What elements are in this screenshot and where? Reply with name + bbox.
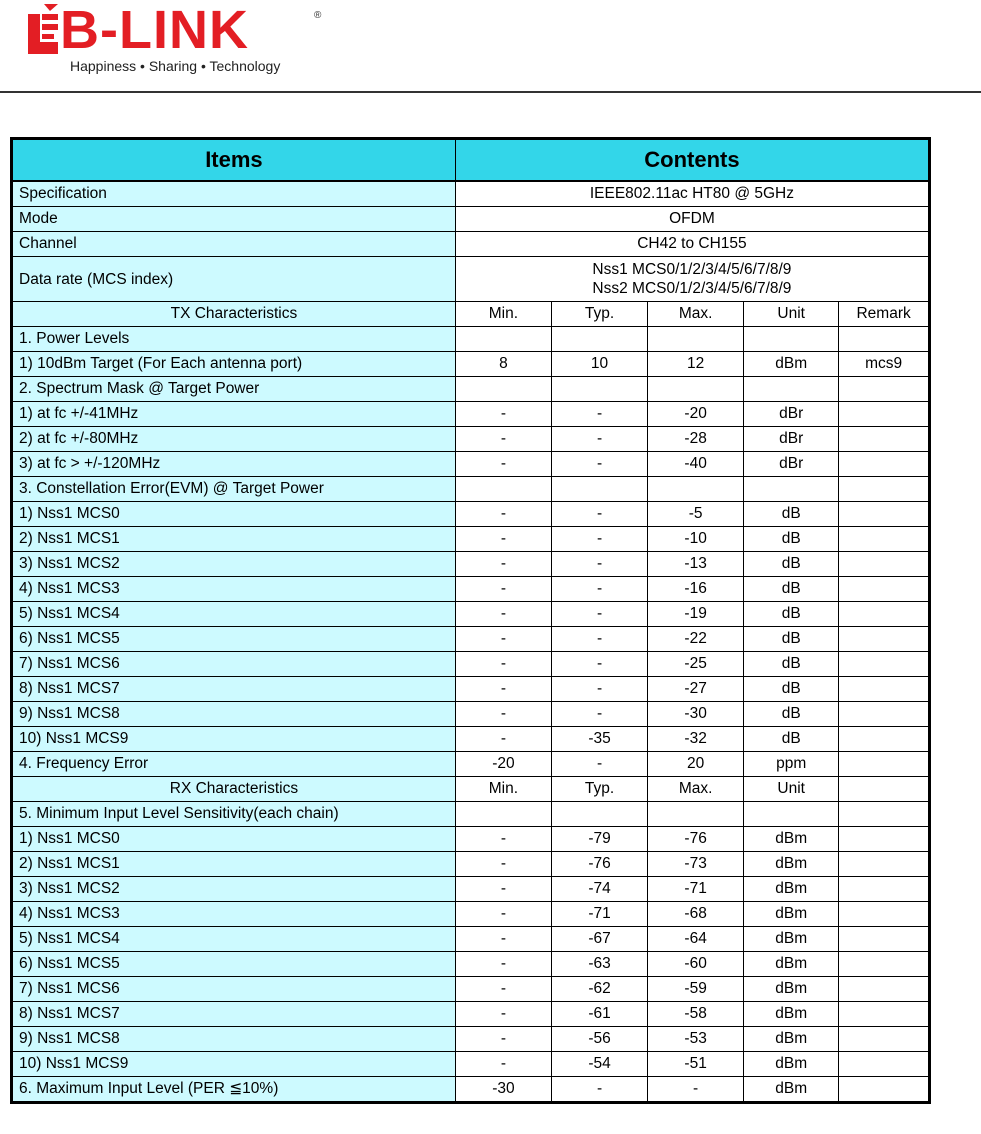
cell-remark — [839, 677, 930, 702]
row-item: 3) Nss1 MCS2 — [12, 877, 456, 902]
data-rate-line-2: Nss2 MCS0/1/2/3/4/5/6/7/8/9 — [592, 280, 792, 297]
cell-remark — [839, 502, 930, 527]
cell-typ: -74 — [551, 877, 647, 902]
cell-remark — [839, 852, 930, 877]
row-item: 6) Nss1 MCS5 — [12, 627, 456, 652]
cell-unit: dBm — [744, 902, 839, 927]
cell-min: - — [455, 602, 551, 627]
cell-typ: - — [551, 427, 647, 452]
cell-remark — [839, 1027, 930, 1052]
cell-min: 8 — [455, 352, 551, 377]
row-value: CH42 to CH155 — [455, 232, 929, 257]
table-row — [12, 627, 930, 652]
cell-unit: ppm — [744, 752, 839, 777]
cell-min: - — [455, 427, 551, 452]
section-title: TX Characteristics — [12, 302, 456, 327]
cell-min: - — [455, 577, 551, 602]
row-item: 9) Nss1 MCS8 — [12, 1027, 456, 1052]
cell-typ: -54 — [551, 1052, 647, 1077]
cell-unit — [744, 802, 839, 827]
table-row — [12, 602, 930, 627]
cell-unit: dBm — [744, 877, 839, 902]
section-header-row — [12, 777, 930, 802]
cell-max: - — [648, 1077, 744, 1103]
data-rate-line-1: Nss1 MCS0/1/2/3/4/5/6/7/8/9 — [592, 261, 792, 278]
cell-unit: Unit — [744, 302, 839, 327]
cell-unit: dB — [744, 702, 839, 727]
cell-unit — [744, 327, 839, 352]
cell-min: - — [455, 827, 551, 852]
cell-min: - — [455, 1002, 551, 1027]
cell-max: -71 — [648, 877, 744, 902]
cell-typ: - — [551, 702, 647, 727]
cell-remark — [839, 377, 930, 402]
cell-unit: dBm — [744, 1052, 839, 1077]
cell-min: - — [455, 552, 551, 577]
cell-remark — [839, 452, 930, 477]
row-item: 4. Frequency Error — [12, 752, 456, 777]
table-row — [12, 802, 930, 827]
cell-max: -59 — [648, 977, 744, 1002]
row-item: 9) Nss1 MCS8 — [12, 702, 456, 727]
table-row — [12, 852, 930, 877]
cell-max: -22 — [648, 627, 744, 652]
row-item: 2) Nss1 MCS1 — [12, 527, 456, 552]
row-item: 4) Nss1 MCS3 — [12, 902, 456, 927]
row-item: 3. Constellation Error(EVM) @ Target Power — [12, 477, 456, 502]
cell-typ: -56 — [551, 1027, 647, 1052]
row-value: IEEE802.11ac HT80 @ 5GHz — [455, 181, 929, 207]
row-item: 2) at fc +/-80MHz — [12, 427, 456, 452]
cell-max: -20 — [648, 402, 744, 427]
row-item: 3) Nss1 MCS2 — [12, 552, 456, 577]
cell-remark — [839, 327, 930, 352]
row-item: Specification — [12, 181, 456, 207]
registered-mark: ® — [314, 10, 322, 21]
cell-typ — [551, 327, 647, 352]
row-item: Channel — [12, 232, 456, 257]
table-row — [12, 427, 930, 452]
cell-remark — [839, 402, 930, 427]
cell-unit: dBm — [744, 852, 839, 877]
cell-max: -40 — [648, 452, 744, 477]
cell-max: -60 — [648, 952, 744, 977]
cell-remark — [839, 577, 930, 602]
table-row — [12, 977, 930, 1002]
table-row — [12, 677, 930, 702]
items-header: Items — [12, 139, 456, 182]
row-item: 7) Nss1 MCS6 — [12, 977, 456, 1002]
cell-min — [455, 377, 551, 402]
cell-max: -64 — [648, 927, 744, 952]
cell-typ: -61 — [551, 1002, 647, 1027]
cell-min: - — [455, 502, 551, 527]
table-row — [12, 652, 930, 677]
row-item: 2. Spectrum Mask @ Target Power — [12, 377, 456, 402]
table-row — [12, 1052, 930, 1077]
cell-unit: dB — [744, 552, 839, 577]
cell-min: - — [455, 977, 551, 1002]
cell-typ: -62 — [551, 977, 647, 1002]
cell-typ: - — [551, 577, 647, 602]
row-item: 7) Nss1 MCS6 — [12, 652, 456, 677]
cell-typ: - — [551, 752, 647, 777]
cell-max: Max. — [648, 777, 744, 802]
cell-unit: Unit — [744, 777, 839, 802]
cell-typ — [551, 802, 647, 827]
cell-min: - — [455, 527, 551, 552]
cell-unit: dBm — [744, 352, 839, 377]
cell-typ: -71 — [551, 902, 647, 927]
cell-unit: dBr — [744, 427, 839, 452]
cell-unit: dBm — [744, 1002, 839, 1027]
cell-min: - — [455, 727, 551, 752]
section-title: RX Characteristics — [12, 777, 456, 802]
cell-max: -28 — [648, 427, 744, 452]
cell-typ: - — [551, 552, 647, 577]
cell-typ: - — [551, 527, 647, 552]
table-row — [12, 477, 930, 502]
cell-typ: -35 — [551, 727, 647, 752]
cell-max: -27 — [648, 677, 744, 702]
cell-typ: Typ. — [551, 302, 647, 327]
cell-typ: - — [551, 402, 647, 427]
cell-typ: -79 — [551, 827, 647, 852]
cell-remark — [839, 827, 930, 852]
cell-max: -73 — [648, 852, 744, 877]
cell-remark — [839, 977, 930, 1002]
cell-max — [648, 377, 744, 402]
cell-unit: dBr — [744, 402, 839, 427]
cell-remark — [839, 1077, 930, 1103]
cell-min: - — [455, 877, 551, 902]
cell-remark — [839, 802, 930, 827]
cell-max: Max. — [648, 302, 744, 327]
cell-unit: dB — [744, 727, 839, 752]
cell-min: -20 — [455, 752, 551, 777]
cell-remark: Remark — [839, 302, 930, 327]
row-item: 8) Nss1 MCS7 — [12, 1002, 456, 1027]
table-row — [12, 952, 930, 977]
cell-min: - — [455, 1052, 551, 1077]
table-row — [12, 181, 930, 207]
table-row — [12, 207, 930, 232]
table-row — [12, 577, 930, 602]
table-row — [12, 402, 930, 427]
cell-min — [455, 477, 551, 502]
row-item: 6) Nss1 MCS5 — [12, 952, 456, 977]
row-item: 5. Minimum Input Level Sensitivity(each chain) — [12, 802, 456, 827]
row-item: 2) Nss1 MCS1 — [12, 852, 456, 877]
cell-max: -19 — [648, 602, 744, 627]
cell-typ: - — [551, 677, 647, 702]
cell-min: - — [455, 902, 551, 927]
cell-unit: dBr — [744, 452, 839, 477]
table-row — [12, 232, 930, 257]
cell-unit — [744, 377, 839, 402]
cell-unit: dBm — [744, 927, 839, 952]
table-row — [12, 827, 930, 852]
cell-remark — [839, 1002, 930, 1027]
cell-max: 12 — [648, 352, 744, 377]
cell-min: - — [455, 652, 551, 677]
cell-max: -68 — [648, 902, 744, 927]
cell-min: -30 — [455, 1077, 551, 1103]
table-row — [12, 452, 930, 477]
row-value — [455, 257, 929, 302]
cell-min: - — [455, 402, 551, 427]
spec-table — [10, 137, 931, 1104]
cell-min: - — [455, 952, 551, 977]
cell-remark — [839, 702, 930, 727]
cell-remark — [839, 902, 930, 927]
cell-typ: - — [551, 1077, 647, 1103]
cell-unit: dB — [744, 652, 839, 677]
cell-min: - — [455, 452, 551, 477]
cell-remark — [839, 427, 930, 452]
cell-max: -25 — [648, 652, 744, 677]
row-item: 4) Nss1 MCS3 — [12, 577, 456, 602]
section-header-row — [12, 302, 930, 327]
logo-l-icon — [28, 4, 62, 56]
cell-unit: dBm — [744, 827, 839, 852]
cell-unit: dB — [744, 527, 839, 552]
cell-remark — [839, 752, 930, 777]
cell-min: - — [455, 1027, 551, 1052]
table-row — [12, 1077, 930, 1103]
cell-typ: -63 — [551, 952, 647, 977]
cell-unit: dB — [744, 602, 839, 627]
table-header-row — [12, 139, 930, 182]
cell-max: -5 — [648, 502, 744, 527]
cell-unit: dBm — [744, 977, 839, 1002]
row-item: 5) Nss1 MCS4 — [12, 602, 456, 627]
row-item: 6. Maximum Input Level (PER ≦10%) — [12, 1077, 456, 1103]
cell-min: - — [455, 702, 551, 727]
cell-unit: dBm — [744, 1027, 839, 1052]
cell-typ: 10 — [551, 352, 647, 377]
cell-typ: -67 — [551, 927, 647, 952]
cell-remark — [839, 627, 930, 652]
contents-header: Contents — [455, 139, 929, 182]
lb-link-logo — [28, 4, 62, 56]
cell-typ: - — [551, 452, 647, 477]
cell-min: - — [455, 852, 551, 877]
cell-typ: - — [551, 502, 647, 527]
cell-min — [455, 327, 551, 352]
cell-remark — [839, 727, 930, 752]
cell-max: -53 — [648, 1027, 744, 1052]
cell-typ: - — [551, 627, 647, 652]
row-item: 3) at fc > +/-120MHz — [12, 452, 456, 477]
table-row — [12, 257, 930, 302]
table-row — [12, 877, 930, 902]
cell-min: - — [455, 927, 551, 952]
cell-typ — [551, 377, 647, 402]
cell-remark — [839, 927, 930, 952]
cell-unit: dBm — [744, 1077, 839, 1103]
cell-remark: mcs9 — [839, 352, 930, 377]
cell-max: 20 — [648, 752, 744, 777]
cell-remark — [839, 952, 930, 977]
cell-remark — [839, 602, 930, 627]
tagline: Happiness • Sharing • Technology — [70, 58, 281, 74]
cell-remark — [839, 877, 930, 902]
cell-max: -58 — [648, 1002, 744, 1027]
cell-typ: Typ. — [551, 777, 647, 802]
cell-remark — [839, 652, 930, 677]
table-row — [12, 752, 930, 777]
row-item: 1. Power Levels — [12, 327, 456, 352]
row-item: Data rate (MCS index) — [12, 257, 456, 302]
cell-unit — [744, 477, 839, 502]
cell-remark — [839, 1052, 930, 1077]
table-row — [12, 527, 930, 552]
cell-max: -10 — [648, 527, 744, 552]
cell-unit: dBm — [744, 952, 839, 977]
table-row — [12, 502, 930, 527]
table-row — [12, 902, 930, 927]
row-item: 1) at fc +/-41MHz — [12, 402, 456, 427]
cell-typ — [551, 477, 647, 502]
row-item: 10) Nss1 MCS9 — [12, 1052, 456, 1077]
row-item: Mode — [12, 207, 456, 232]
cell-max: -76 — [648, 827, 744, 852]
cell-max — [648, 477, 744, 502]
header-divider — [0, 91, 981, 93]
table-row — [12, 352, 930, 377]
cell-max: -13 — [648, 552, 744, 577]
cell-min: - — [455, 677, 551, 702]
cell-min: - — [455, 627, 551, 652]
table-row — [12, 552, 930, 577]
page-header — [0, 0, 981, 92]
row-value: OFDM — [455, 207, 929, 232]
row-item: 1) Nss1 MCS0 — [12, 502, 456, 527]
row-item: 1) 10dBm Target (For Each antenna port) — [12, 352, 456, 377]
cell-typ: -76 — [551, 852, 647, 877]
cell-max — [648, 327, 744, 352]
table-row — [12, 702, 930, 727]
cell-min: Min. — [455, 777, 551, 802]
cell-max: -30 — [648, 702, 744, 727]
cell-unit: dB — [744, 677, 839, 702]
cell-max: -16 — [648, 577, 744, 602]
table-row — [12, 327, 930, 352]
table-row — [12, 727, 930, 752]
cell-unit: dB — [744, 577, 839, 602]
row-item: 5) Nss1 MCS4 — [12, 927, 456, 952]
logo-wordmark: B-LINK — [60, 0, 249, 60]
row-item: 8) Nss1 MCS7 — [12, 677, 456, 702]
table-row — [12, 377, 930, 402]
row-item: 1) Nss1 MCS0 — [12, 827, 456, 852]
cell-min — [455, 802, 551, 827]
table-row — [12, 1002, 930, 1027]
cell-remark — [839, 527, 930, 552]
cell-max: -32 — [648, 727, 744, 752]
table-row — [12, 927, 930, 952]
cell-max — [648, 802, 744, 827]
cell-max: -51 — [648, 1052, 744, 1077]
cell-typ: - — [551, 652, 647, 677]
cell-unit: dB — [744, 502, 839, 527]
row-item: 10) Nss1 MCS9 — [12, 727, 456, 752]
cell-min: Min. — [455, 302, 551, 327]
cell-typ: - — [551, 602, 647, 627]
cell-remark — [839, 552, 930, 577]
cell-unit: dB — [744, 627, 839, 652]
cell-remark — [839, 777, 930, 802]
cell-remark — [839, 477, 930, 502]
table-row — [12, 1027, 930, 1052]
